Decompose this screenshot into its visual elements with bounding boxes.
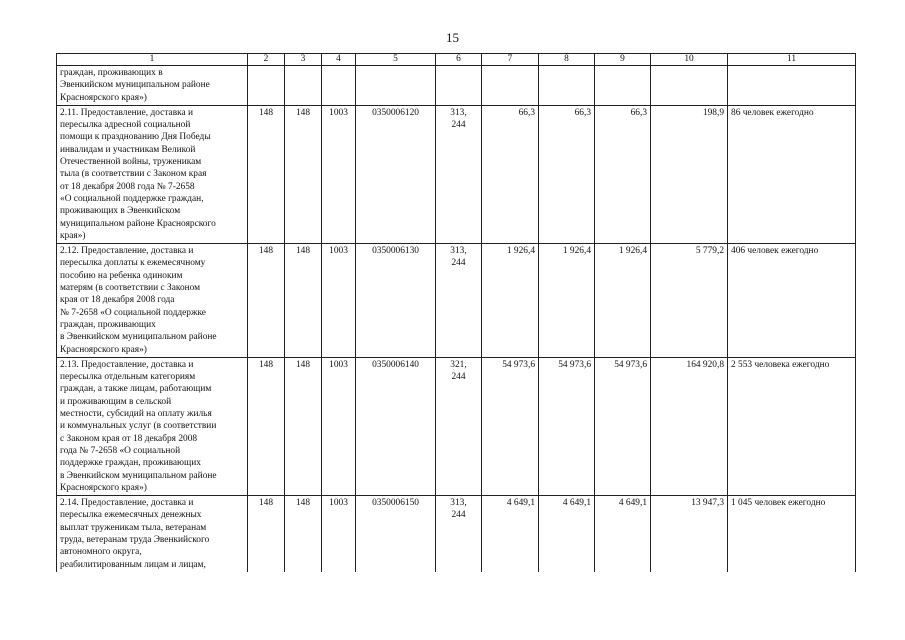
item-description: 2.13. Предоставление, доставка и пересылка отдельным категориям граждан, а также лицам, работающим и проживающим в сельской местности, субсидий на оплату жилья и коммунальных услуг (в соответствии с Законом края от 18 декабря 2008 года № 7-2658 «О социальной поддержке граждан, проживающих в Эвенкийском муниципальном районе Красноярского края») <box>57 357 248 495</box>
column-header: 1 <box>57 54 248 66</box>
table-row <box>57 496 856 572</box>
cell-admin-code: 148 <box>248 244 285 358</box>
item-description: 2.14. Предоставление, доставка и пересылка ежемесячных денежных выплат труженикам тыла, ветеранам труда, ветеранам труда Эвенкийского автономного округа, реабилитированным лицам и лицам, <box>57 496 248 572</box>
cell-year2: 4 649,1 <box>539 496 595 572</box>
cell-year2: 66,3 <box>539 105 595 243</box>
cell-result: 2 553 человека ежегодно <box>728 357 856 495</box>
item-description: 2.11. Предоставление, доставка и пересылка адресной социальной помощи к празднованию Дня Победы инвалидам и участникам Великой Отечественной войны, труженикам тыла (в соответствии с Законом края от 18 декабря 2008 года № 7-2658 «О социальной поддержке граждан, проживающих в Эвенкийском муниципальном районе Красноярского края») <box>57 105 248 243</box>
cell-admin-code: 148 <box>248 105 285 243</box>
cell-year1: 54 973,6 <box>482 357 539 495</box>
cell-expense-type: 313, 244 <box>436 244 482 358</box>
cell-year2: 54 973,6 <box>539 357 595 495</box>
cell-agency-code: 148 <box>285 105 322 243</box>
column-header: 10 <box>651 54 728 66</box>
cell-admin-code <box>248 66 285 106</box>
cell-year3: 66,3 <box>595 105 651 243</box>
column-header: 6 <box>436 54 482 66</box>
cell-total: 198,9 <box>651 105 728 243</box>
budget-table <box>56 53 856 572</box>
cell-year3: 4 649,1 <box>595 496 651 572</box>
cell-year2 <box>539 66 595 106</box>
cell-agency-code: 148 <box>285 244 322 358</box>
item-description: 2.12. Предоставление, доставка и пересылка доплаты к ежемесячному пособию на ребенка одиноким матерям (в соответствии с Законом края от 18 декабря 2008 года № 7-2658 «О социальной поддержке граждан, проживающих в Эвенкийском муниципальном районе Красноярского края») <box>57 244 248 358</box>
cell-year1: 66,3 <box>482 105 539 243</box>
cell-expense-type <box>436 66 482 106</box>
cell-year3: 1 926,4 <box>595 244 651 358</box>
column-header: 4 <box>322 54 356 66</box>
cell-result: 406 человек ежегодно <box>728 244 856 358</box>
cell-agency-code: 148 <box>285 496 322 572</box>
cell-section-code <box>322 66 356 106</box>
cell-target-code <box>356 66 436 106</box>
cell-total: 13 947,3 <box>651 496 728 572</box>
column-header: 7 <box>482 54 539 66</box>
cell-target-code: 0350006150 <box>356 496 436 572</box>
cell-total <box>651 66 728 106</box>
cell-year3: 54 973,6 <box>595 357 651 495</box>
cell-year3 <box>595 66 651 106</box>
cell-agency-code <box>285 66 322 106</box>
cell-expense-type: 313, 244 <box>436 496 482 572</box>
cell-target-code: 0350006130 <box>356 244 436 358</box>
cell-expense-type: 313, 244 <box>436 105 482 243</box>
column-header: 8 <box>539 54 595 66</box>
column-header: 11 <box>728 54 856 66</box>
cell-expense-type: 321, 244 <box>436 357 482 495</box>
column-header-row <box>57 54 856 66</box>
column-header: 5 <box>356 54 436 66</box>
table-row <box>57 244 856 358</box>
cell-section-code: 1003 <box>322 105 356 243</box>
table-row <box>57 105 856 243</box>
cell-admin-code: 148 <box>248 357 285 495</box>
column-header: 3 <box>285 54 322 66</box>
cell-total: 164 920,8 <box>651 357 728 495</box>
page-number: 15 <box>446 30 459 45</box>
cell-section-code: 1003 <box>322 244 356 358</box>
table-row <box>57 66 856 106</box>
cell-year1: 4 649,1 <box>482 496 539 572</box>
column-header: 2 <box>248 54 285 66</box>
cell-result <box>728 66 856 106</box>
table-row <box>57 357 856 495</box>
cell-result: 1 045 человек ежегодно <box>728 496 856 572</box>
column-header: 9 <box>595 54 651 66</box>
cell-target-code: 0350006140 <box>356 357 436 495</box>
item-description: граждан, проживающих в Эвенкийском муниципальном районе Красноярского края») <box>57 66 248 106</box>
cell-section-code: 1003 <box>322 357 356 495</box>
cell-year1 <box>482 66 539 106</box>
cell-result: 86 человек ежегодно <box>728 105 856 243</box>
cell-section-code: 1003 <box>322 496 356 572</box>
cell-total: 5 779,2 <box>651 244 728 358</box>
cell-year2: 1 926,4 <box>539 244 595 358</box>
cell-year1: 1 926,4 <box>482 244 539 358</box>
cell-target-code: 0350006120 <box>356 105 436 243</box>
cell-agency-code: 148 <box>285 357 322 495</box>
cell-admin-code: 148 <box>248 496 285 572</box>
